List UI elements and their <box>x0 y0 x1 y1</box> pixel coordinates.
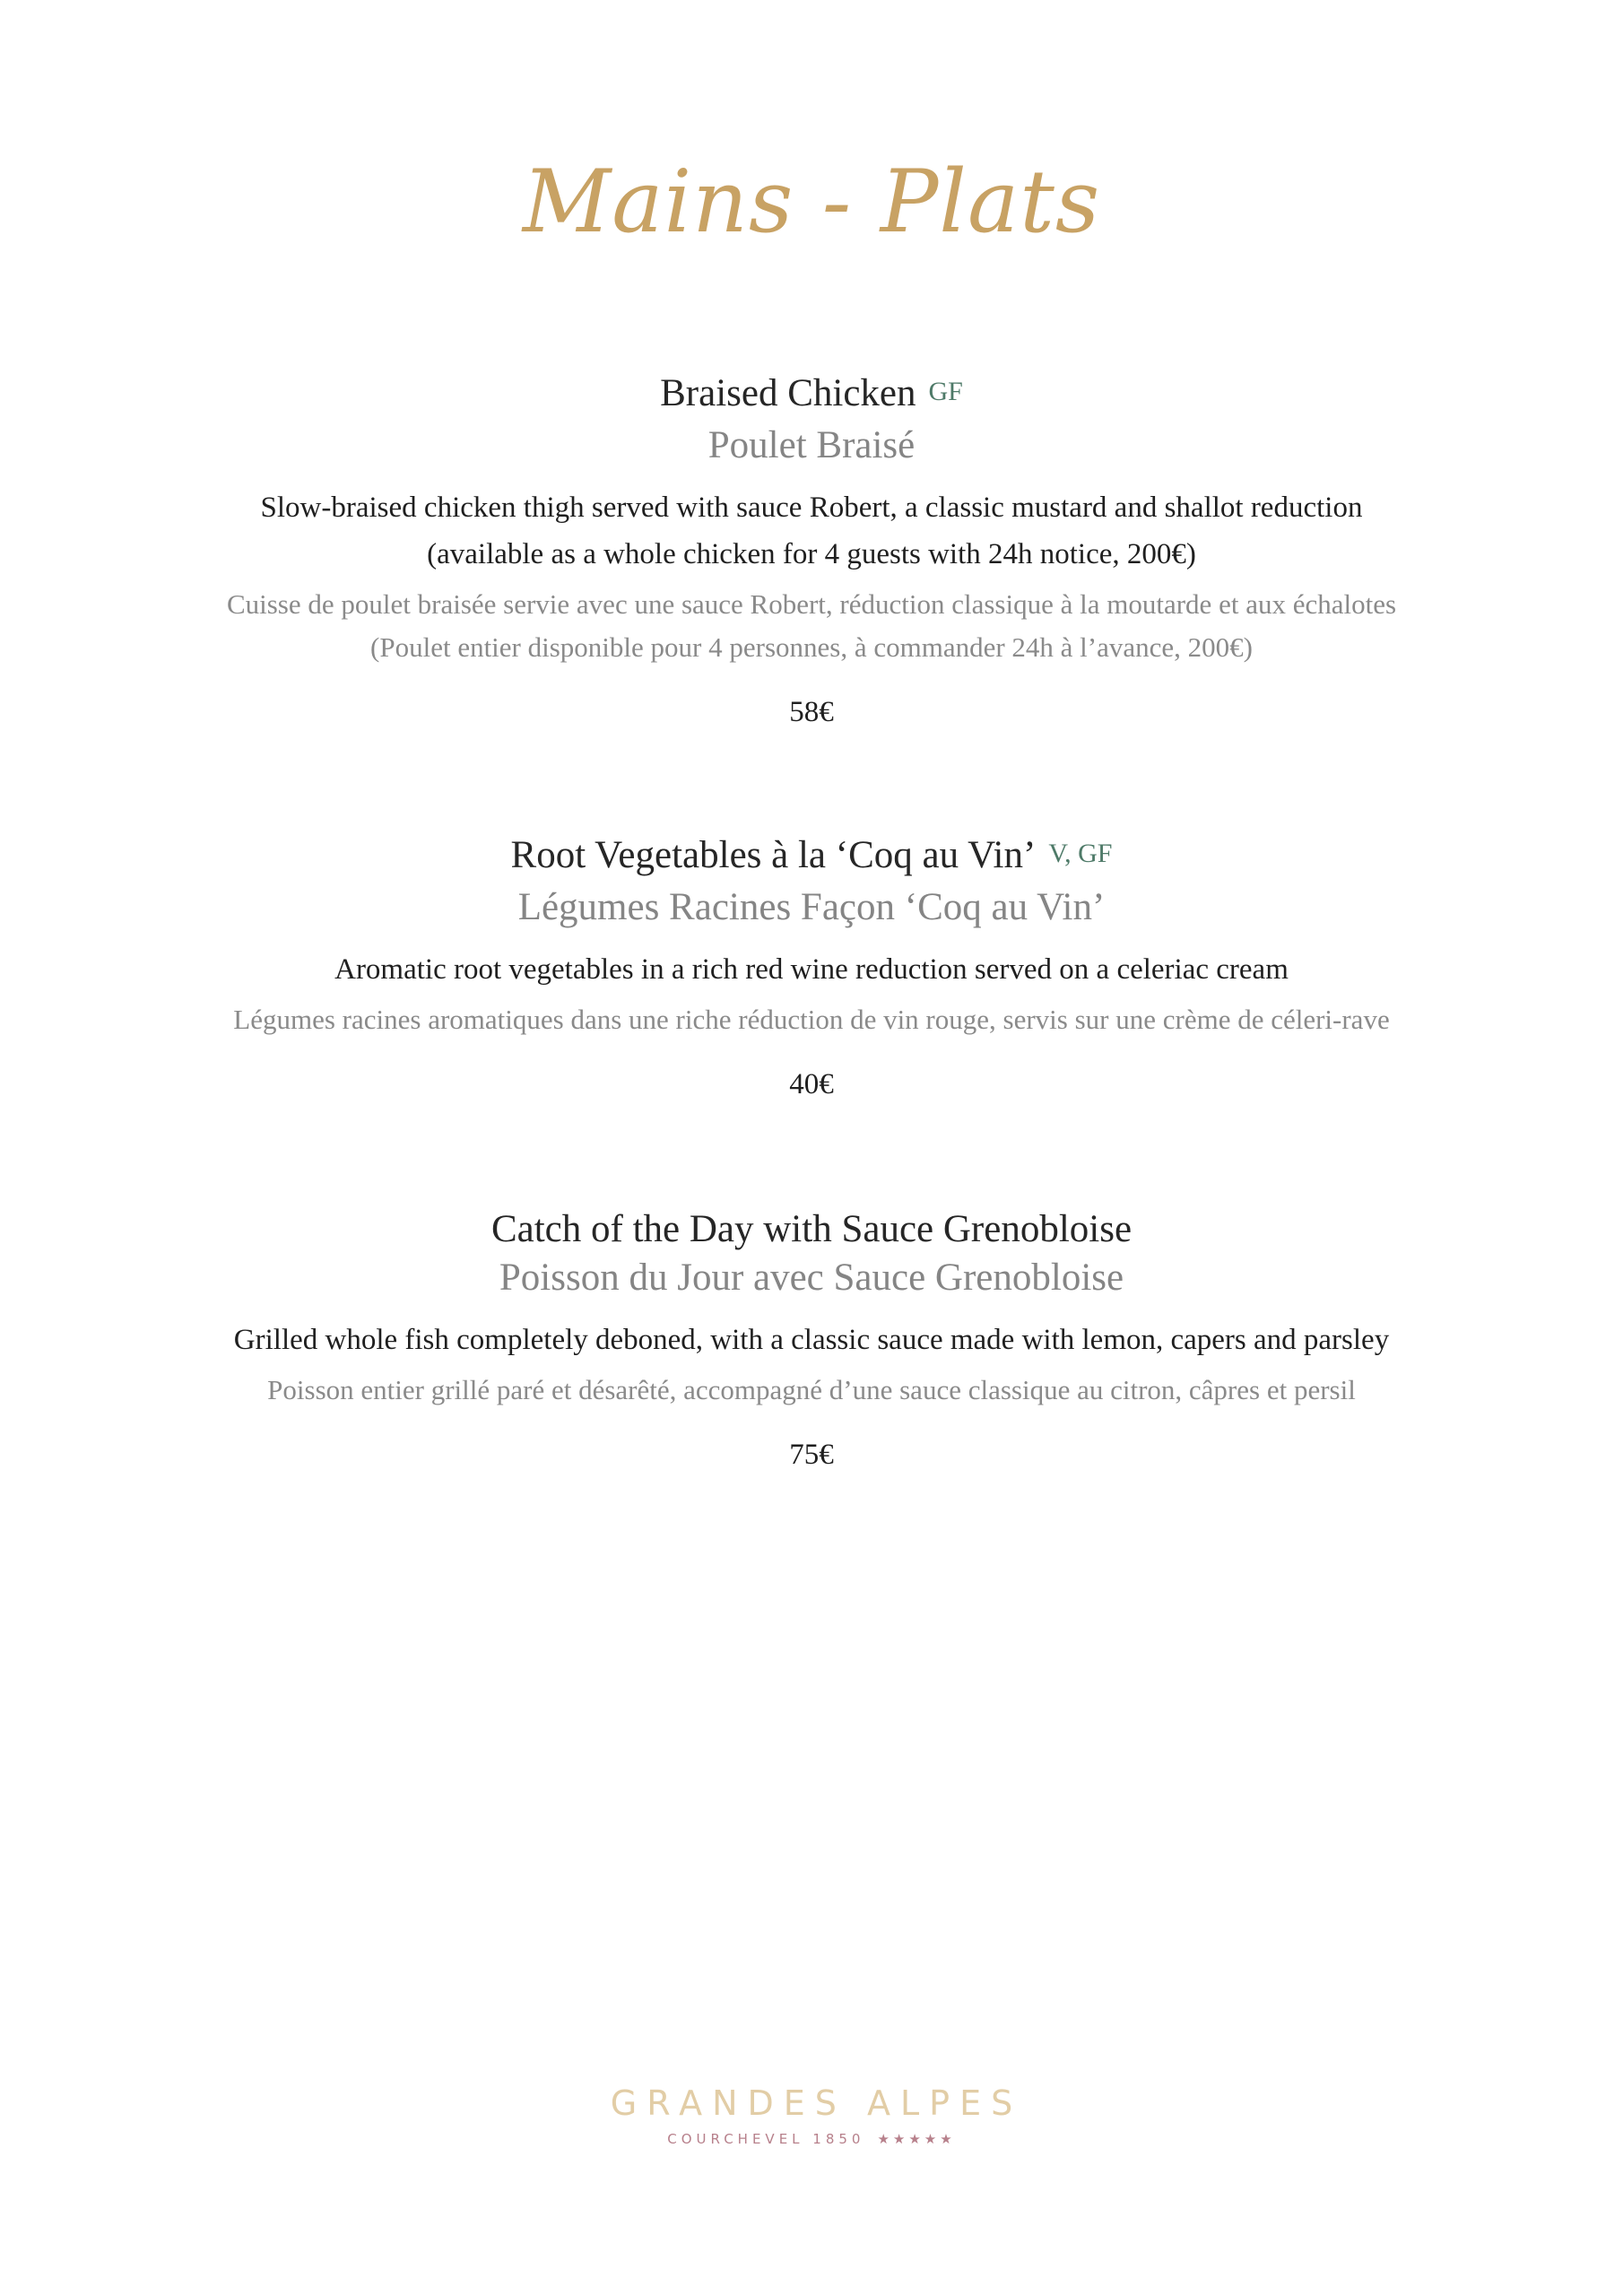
dish-description-fr <box>0 1369 1623 1412</box>
dish-description-en <box>0 484 1623 578</box>
description-line: (Poulet entier disponible pour 4 personnes, à commander 24h à l’avance, 200€) <box>370 631 1253 663</box>
logo-brand: GRANDES ALPES <box>610 2083 1023 2123</box>
dish-price: 75€ <box>789 1439 834 1471</box>
menu-item-root-vegetables <box>0 831 1623 1102</box>
dish-description-en <box>0 946 1623 993</box>
description-line: Légumes racines aromatiques dans une riche réduction de vin rouge, servis sur une crème de céleri-rave <box>233 1004 1390 1035</box>
dish-name-fr: Poulet Braisé <box>707 424 916 466</box>
dish-name-fr: Légumes Racines Façon ‘Coq au Vin’ <box>517 886 1106 928</box>
page-title: Mains - Plats <box>522 152 1101 252</box>
menu-item-catch-of-the-day <box>0 1205 1623 1473</box>
description-line: (available as a whole chicken for 4 guests with 24h notice, 200€) <box>427 538 1196 570</box>
dish-description-en <box>0 1317 1623 1363</box>
dish-name-en: Catch of the Day with Sauce Grenobloise <box>490 1208 1133 1250</box>
logo-location: COURCHEVEL 1850 <box>667 2131 865 2147</box>
description-line: Slow-braised chicken thigh served with sauce Robert, a classic mustard and shallot reduction <box>260 491 1363 524</box>
dish-name-en: Braised Chicken <box>660 372 916 414</box>
dish-name-row <box>0 1205 1623 1254</box>
dietary-tags: GF <box>928 377 963 406</box>
hotel-logo <box>0 2083 1623 2149</box>
description-line: Grilled whole fish completely deboned, with a classic sauce made with lemon, capers and parsley <box>233 1324 1390 1356</box>
logo-subline <box>0 2129 1623 2149</box>
description-line: Poisson entier grillé paré et désarêté, accompagné d’une sauce classique au citron, câpres et persil <box>267 1374 1356 1405</box>
dish-name-row <box>0 370 1623 422</box>
dish-description-fr <box>0 998 1623 1041</box>
dietary-tags: V, GF <box>1048 839 1113 868</box>
star-rating-icon: ★★★★★ <box>877 2131 956 2147</box>
dish-description-fr <box>0 583 1623 669</box>
dish-name-row <box>0 831 1623 883</box>
dish-price: 58€ <box>789 696 834 728</box>
dish-name-en: Root Vegetables à la ‘Coq au Vin’ <box>510 834 1037 876</box>
dish-name-fr: Poisson du Jour avec Sauce Grenobloise <box>499 1257 1124 1299</box>
dish-price: 40€ <box>789 1068 834 1100</box>
description-line: Cuisse de poulet braisée servie avec une sauce Robert, réduction classique à la moutarde et aux échalotes <box>226 588 1397 620</box>
menu-item-braised-chicken <box>0 370 1623 730</box>
description-line: Aromatic root vegetables in a rich red wine reduction served on a celeriac cream <box>334 953 1289 986</box>
